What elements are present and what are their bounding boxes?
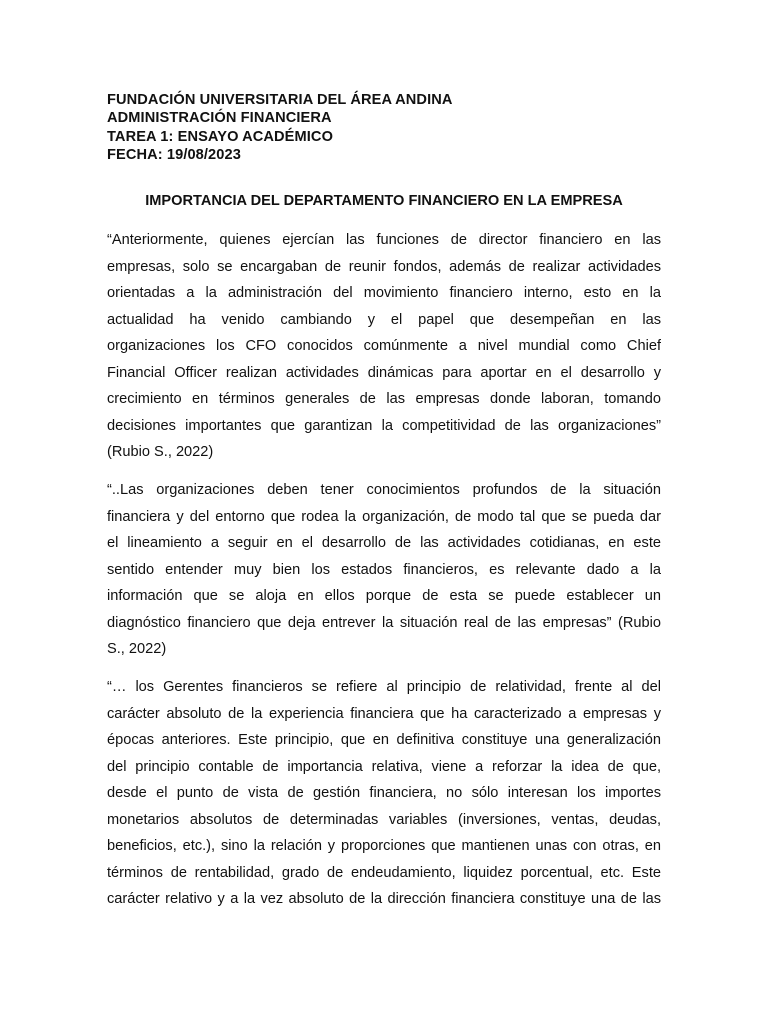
paragraph-line: términos de rentabilidad, grado de endeudamiento, liquidez porcentual, etc. Este — [107, 864, 661, 881]
paragraph-line: del principio contable de importancia relativa, viene a reforzar la idea de que, — [107, 758, 661, 775]
document-date: FECHA: 19/08/2023 — [107, 147, 241, 164]
paragraph-line: (Rubio S., 2022) — [107, 444, 214, 460]
paragraph-line: S., 2022) — [107, 641, 167, 657]
paragraph-line: empresas, solo se encargaban de reunir fondos, además de realizar actividades — [107, 258, 661, 275]
paragraph-line: “… los Gerentes financieros se refiere al principio de relatividad, frente al del — [107, 679, 661, 695]
paragraph-line: desde el punto de vista de gestión financiera, no sólo interesan los importes — [107, 785, 661, 801]
paragraph-line: “..Las organizaciones deben tener conocimientos profundos de la situación — [107, 482, 661, 498]
course-name: ADMINISTRACIÓN FINANCIERA — [107, 110, 332, 127]
paragraph-2 — [107, 477, 661, 663]
paragraph-line: carácter absoluto de la experiencia financiera que ha caracterizado a empresas y — [107, 705, 661, 722]
document-title: IMPORTANCIA DEL DEPARTAMENTO FINANCIERO EN LA EMPRESA — [145, 193, 623, 209]
paragraph-line: información que se aloja en ellos porque de esta se puede establecer un — [107, 588, 661, 604]
paragraph-line: carácter relativo y a la vez absoluto de la dirección financiera constituye una de las — [107, 891, 661, 907]
paragraph-line: organizaciones los CFO conocidos comúnmente a nivel mundial como Chief — [107, 338, 661, 354]
institution-name: FUNDACIÓN UNIVERSITARIA DEL ÁREA ANDINA — [107, 92, 453, 108]
paragraph-line: “Anteriormente, quienes ejercían las funciones de director financiero en las — [107, 232, 661, 248]
paragraph-line: sentido entender muy bien los estados financieros, es relevante dado a la — [107, 561, 661, 578]
paragraph-3 — [107, 674, 661, 913]
paragraph-line: financiera y del entorno que rodea la organización, de modo tal que se pueda dar — [107, 508, 661, 525]
paragraph-line: épocas anteriores. Este principio, que en definitiva constituye una generalización — [107, 732, 661, 748]
paragraph-line: actualidad ha venido cambiando y el papel que desempeñan en las — [107, 311, 661, 328]
assignment-name: TAREA 1: ENSAYO ACADÉMICO — [107, 128, 334, 145]
paragraph-1 — [107, 227, 661, 466]
paragraph-line: monetarios absolutos de determinadas variables (inversiones, ventas, deudas, — [107, 811, 661, 828]
document-header — [107, 91, 667, 165]
paragraph-line: decisiones importantes que garantizan la competitividad de las organizaciones” — [107, 417, 661, 434]
paragraph-line: el lineamiento a seguir en el desarrollo de las actividades cotidianas, en este — [107, 535, 661, 551]
paragraph-line: crecimiento en términos generales de las empresas donde laboran, tomando — [107, 391, 661, 407]
paragraph-line: diagnóstico financiero que deja entrever la situación real de las empresas” (Rubio — [107, 614, 661, 631]
paragraph-line: beneficios, etc.), sino la relación y proporciones que mantienen unas con otras, en — [107, 838, 661, 854]
paragraph-line: Financial Officer realizan actividades dinámicas para aportar en el desarrollo y — [107, 364, 661, 381]
paragraph-line: orientadas a la administración del movimiento financiero interno, esto en la — [107, 285, 661, 301]
